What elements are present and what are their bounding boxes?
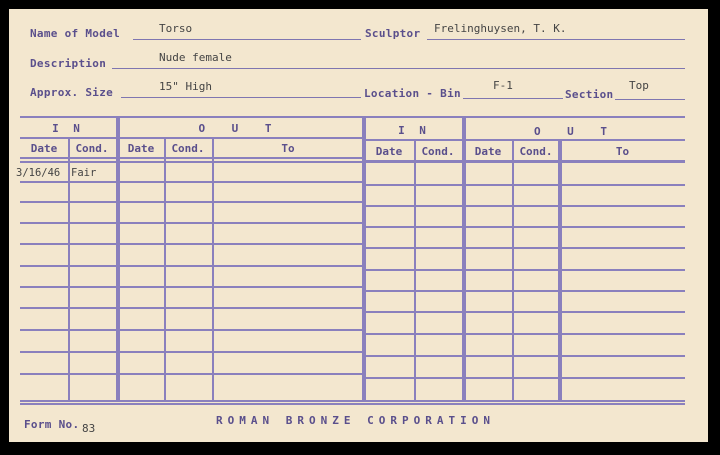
table-bottom-rule-double [20,403,685,405]
name-of-model-value: Torso [159,22,193,35]
group-header-rule-right [364,139,685,141]
row-rule-left [20,329,362,331]
row-1-in-date: 3/16/46 [16,167,61,179]
col-in-cond-right: Cond. [421,145,455,158]
col-out-date-right: Date [474,145,502,158]
row-rule-left [20,201,362,203]
col-divider-double [464,116,466,400]
sculptor-label: Sculptor [365,27,421,40]
sculptor-value: Frelinghuysen, T. K. [434,22,567,35]
description-label: Description [30,57,107,70]
description-underline [112,68,685,69]
location-bin-value: F-1 [493,79,513,92]
form-no-value: 83 [82,422,96,435]
approx-size-value: 15" High [159,80,212,93]
row-rule-left [20,286,362,288]
row-rule-right [364,333,685,335]
row-rule-left [20,243,362,245]
location-bin-underline [463,98,563,99]
approx-size-underline [121,97,361,98]
col-divider [212,137,214,400]
row-rule-left [20,222,362,224]
row-rule-right [364,355,685,357]
col-divider-double [364,116,366,400]
row-rule-left [20,181,362,183]
row-rule-left [20,307,362,309]
col-out-date-left: Date [127,142,155,155]
table-bottom-rule [20,400,685,402]
col-divider-double [118,116,120,400]
name-of-model-label: Name of Model [30,27,120,40]
col-out-cond-left: Cond. [171,142,205,155]
row-rule-left [20,265,362,267]
row-rule-right [364,377,685,379]
col-divider [414,139,416,400]
column-header-rule-left [20,157,362,159]
out-group-header-left: O U T [198,122,282,135]
section-label: Section [565,88,614,101]
col-in-cond-left: Cond. [75,142,109,155]
row-rule-right [364,226,685,228]
section-value: Top [629,79,649,92]
row-rule-left [20,351,362,353]
row-rule-right [364,290,685,292]
row-rule-right [364,205,685,207]
col-in-date-left: Date [30,142,58,155]
group-header-rule-left [20,137,362,139]
row-rule-right [364,184,685,186]
location-bin-label: Location - Bin [364,87,461,100]
col-divider [68,137,70,400]
name-of-model-underline [133,39,361,40]
sculptor-underline [427,39,685,40]
col-to-left: To [281,142,295,155]
row-rule-left [20,373,362,375]
col-out-cond-right: Cond. [519,145,553,158]
col-in-date-right: Date [375,145,403,158]
in-group-header-left: I N [52,122,84,135]
inventory-card [9,9,708,442]
section-underline [615,99,685,100]
col-to-right: To [615,145,630,158]
col-divider [164,137,166,400]
row-rule-right [364,311,685,313]
col-divider-double [560,139,562,400]
approx-size-label: Approx. Size [30,86,114,99]
row-rule-right [364,247,685,249]
row-1-in-cond: Fair [71,167,97,179]
row-rule-right [364,269,685,271]
in-group-header-right: I N [398,124,430,137]
description-value: Nude female [159,51,232,64]
out-group-header-right: O U T [533,125,618,138]
col-divider [512,139,514,400]
company-name: ROMAN BRONZE CORPORATION [216,414,495,427]
form-no-label: Form No. [24,418,80,431]
